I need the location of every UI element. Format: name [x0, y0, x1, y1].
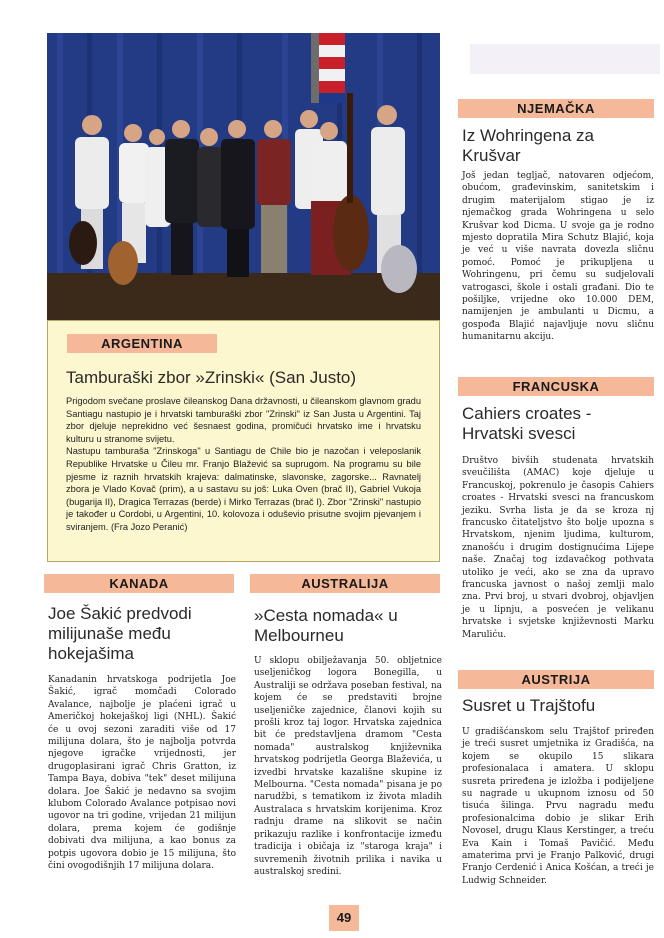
francuska-body: Društvo bivših studenata hrvatskih sveučilišta (AMAC) koje djeluje u Francuskoj, pokrenulo je časopis Cahiers croates - Hrvatski svesci na francuskom jeziku. Svrha lista je da se kroza nj francusko čitateljstvo što bolje upozna s Hrvatskom, njenim ljudima, kulturom, znanošću i drugim dostignućima Lijepe naše. Značaj tog izdavačkog pothvata utoliko je veći, ako se zna da upravo francuska javnost o našoj zemlji malo zna. Prvi broj, u stvari dvobroj, objavljen je u lipnju, a posvećen je velikanu hrvatske i svjetske književnosti Marku Maruliću. — [462, 456, 654, 640]
kanada-body: Kanadanin hrvatskoga podrijetla Joe Šakić, igrač momčadi Colorado Avalance, najbolje je plaćeni igrač u Američkoj hokejaškoj ligi (NHL). Šakić će u ovoj sezoni zaraditi više od 17 milijuna dolara, što je najbolja potvrda njegove igračke vrijednosti, jer drugoplasirani igrač Chris Gratton, iz Tampa Baya, dobiva "tek" deset milijuna dolara. Joe Šakić je nedavno sa svojim klubom Colorado Avalance potpisao novi ugovor na tri godine, vrijedan 21 milijun dolara, prema kojem će godišnje dobivati dva milijuna, a kao bonus za potpis ugovora dobio je 15 milijuna, što čini ovogodišnjih 17 milijuna dolara. — [48, 675, 236, 872]
kanada-tag: KANADA — [44, 574, 234, 593]
argentina-tag: ARGENTINA — [67, 334, 217, 353]
austrija-tag: AUSTRIJA — [458, 670, 654, 689]
njemacka-title: Iz Wohringena za Krušvar — [462, 126, 594, 165]
argentina-title: Tamburaški zbor »Zrinski« (San Justo) — [66, 368, 357, 387]
austrija-title: Susret u Trajštofu — [462, 696, 596, 715]
australija-tag: AUSTRALIJA — [250, 574, 440, 593]
austrija-body: U gradišćanskom selu Trajštof priređen je treći susret umjetnika iz Gradišća, na kojem se okupilo 15 slikara profesionalaca i amatera. U sklopu susreta priređena je izložba i podijeljene su nagrade u ukupnom iznosu od 50 tisuća šilinga. Prvu nagradu među profesionalcima dobio je slikar Erih Novosel, drugu Klaus Kerstinger, a treću Eva Kain i Tomaš Pavičić. Među amaterima prvi je Franjo Palković, drugi Franjo Cerdenić i Anica Košćan, a treći je Ludwig Schneider. — [462, 727, 654, 886]
kanada-title: Joe Šakić predvodi milijunaše među hokejašima — [48, 604, 192, 663]
argentina-body: Prigodom svečane proslave čileanskog Dana državnosti, u čileanskom glavnom gradu Santiagu nastupio je i hrvatski tamburaški zbor "Zrinski" iz San Justa u Argentini. Taj zbor djeluje neprekidno već šesnaest godina, promičući hrvatsko ime i hrvatsku kulturu u stranome svijetu. Nastupu tamburaša "Zrinskoga" u Santiagu de Chile bio je nazočan i veleposlanik Republike Hrvatske u Čileu mr. Franjo Blažević sa suprugom. Na programu su bile pjesme iz raznih hrvatskih krajeva: dalmatinske, slavonske, zagorske... Ravnatelj zbora je Vlado Kovač (prim), a u sastavu su još: Luka Oven (brač II), Gabriel Vukoja (bugarija II), Dragica Terrazas (berde) i Mirko Terrazas (brač I). Zbor "Zrinski" nastupio je također u Cordobi, u Argentini, 10. kolovoza i oduševio prisutne svojim pjevanjem i sviranjem. (Fra Jozo Peranić) — [66, 396, 421, 532]
australija-body: U sklopu obilježavanja 50. obljetnice useljeničkog logora Bonegilla, u Australiji se održava poseban festival, na kojem će se predstaviti brojne useljeničke zajednice, članovi kojih su prošli kroz taj logor. Hrvatska zajednica bit će predstavljena dramom "Cesta nomada" australskog književnika hrvatskog podrijetla Georga Blaževića, u izvedbi hrvatske kazališne skupine iz Melbourna. "Cesta nomada" pisana je po narudžbi, s tematikom iz života mladih Australaca s hrvatskim korijenima. Kroz radnju drame na slikovit se način prikazuju razlike i konfrontacije između tradicija i običaja iz "staroga kraja" i suvremenih životnih prilika i navika u australskoj sredini. — [254, 656, 442, 877]
njemacka-tag: NJEMAČKA — [458, 99, 654, 118]
francuska-tag: FRANCUSKA — [458, 377, 654, 396]
australija-title: »Cesta nomada« u Melbourneu — [254, 606, 398, 645]
francuska-title: Cahiers croates - Hrvatski svesci — [462, 404, 592, 443]
group-photo — [47, 33, 440, 320]
njemacka-body: Još jedan tegljač, natovaren odjećom, obućom, građevinskim, sanitetskim i drugim materijalom stigao je iz njemačkog grada Wohringena u selo Krušvar kod Dicma. U svoje ga je rodno mjesto dopratila Mira Schutz Blajić, koja je već u više navrata dovezla sličnu pomoć. Pomoć je prikupljena u Wohringenu, pri čemu su sudjelovali vatrogasci, škole i ostali građani. Dio te pošiljke, vrijedne oko 10.000 DEM, namijenjen je ambulanti u Dicmu, a gospođa Blajić najavljuje novu sličnu humanitarnu akciju. — [462, 171, 654, 343]
page-number: 49 — [329, 905, 359, 931]
bleed-through-top — [470, 44, 660, 74]
